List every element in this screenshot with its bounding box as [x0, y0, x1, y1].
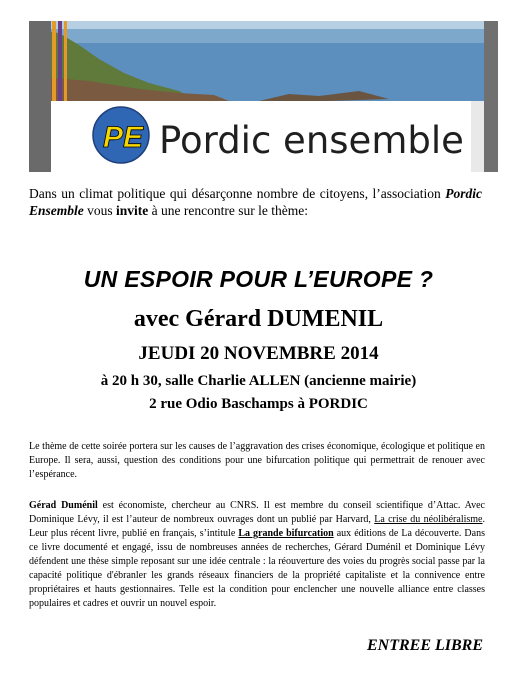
event-address: 2 rue Odio Baschamps à PORDIC	[149, 396, 368, 412]
header-banner	[29, 21, 498, 172]
bio-paragraph	[29, 499, 485, 611]
intro-text-3: à une rencontre sur le thème:	[148, 203, 308, 218]
bio-text-3: aux éditions de La découverte. Dans ce livre documenté et engagé, issu de nombreuses années de recherches, Gérard Duménil et Dominique Lévy défendent une thèse simple reposant sur une idée centrale : la réouverture des voies du progrès social passe par la capacité politique d'ébranler les grands réseaux financiers de la propriété capitaliste et la connivence entre propriétaires et hauts gestionnaires. Telle est la condition pour enclencher une nouvelle alliance entre classes populaires et cadres et ouvrir un nouvel espoir.	[29, 528, 485, 609]
event-title: UN ESPOIR POUR L’EUROPE ?	[83, 266, 434, 292]
invite-word: invite	[116, 203, 149, 218]
event-time-place: à 20 h 30, salle Charlie ALLEN (ancienne mairie)	[100, 373, 417, 389]
banner-graphic	[29, 21, 498, 172]
event-speaker: avec Gérard DUMENIL	[133, 306, 384, 332]
bio-name: Gérad Duménil	[29, 500, 98, 511]
logo-letters: PE	[103, 121, 144, 154]
bio-text-1: est économiste, chercheur au CNRS. Il est membre du conseil scientifique d’Attac. Avec Dominique Lévy, il est l’auteur de nombreux ouvrages dont un publié par Harvard,	[29, 500, 485, 525]
entry-free-label: ENTREE LIBRE	[366, 637, 483, 654]
intro-paragraph	[29, 185, 482, 219]
book-title-2: La grande bifurcation	[238, 528, 334, 539]
book-title-1: La crise du néolibéralisme	[374, 514, 483, 525]
intro-text-1: Dans un climat politique qui désarçonne nombre de citoyens, l’association	[29, 186, 446, 201]
org-name: Pordic Ensemble	[29, 186, 482, 218]
brand-name: Pordic ensemble	[159, 119, 464, 162]
description-paragraph: Le thème de cette soirée portera sur les causes de l’aggravation des crises économique, écologique et politique en Europe. Il sera, aussi, question des conditions pour une bifurcation politique qui permettrait de renouer avec l’espérance.	[29, 441, 485, 480]
event-date: JEUDI 20 NOVEMBRE 2014	[138, 343, 379, 364]
intro-text-2: vous	[83, 203, 117, 218]
bio-text-2: . Leur plus récent livre, publié en français, s’intitule	[29, 514, 485, 539]
